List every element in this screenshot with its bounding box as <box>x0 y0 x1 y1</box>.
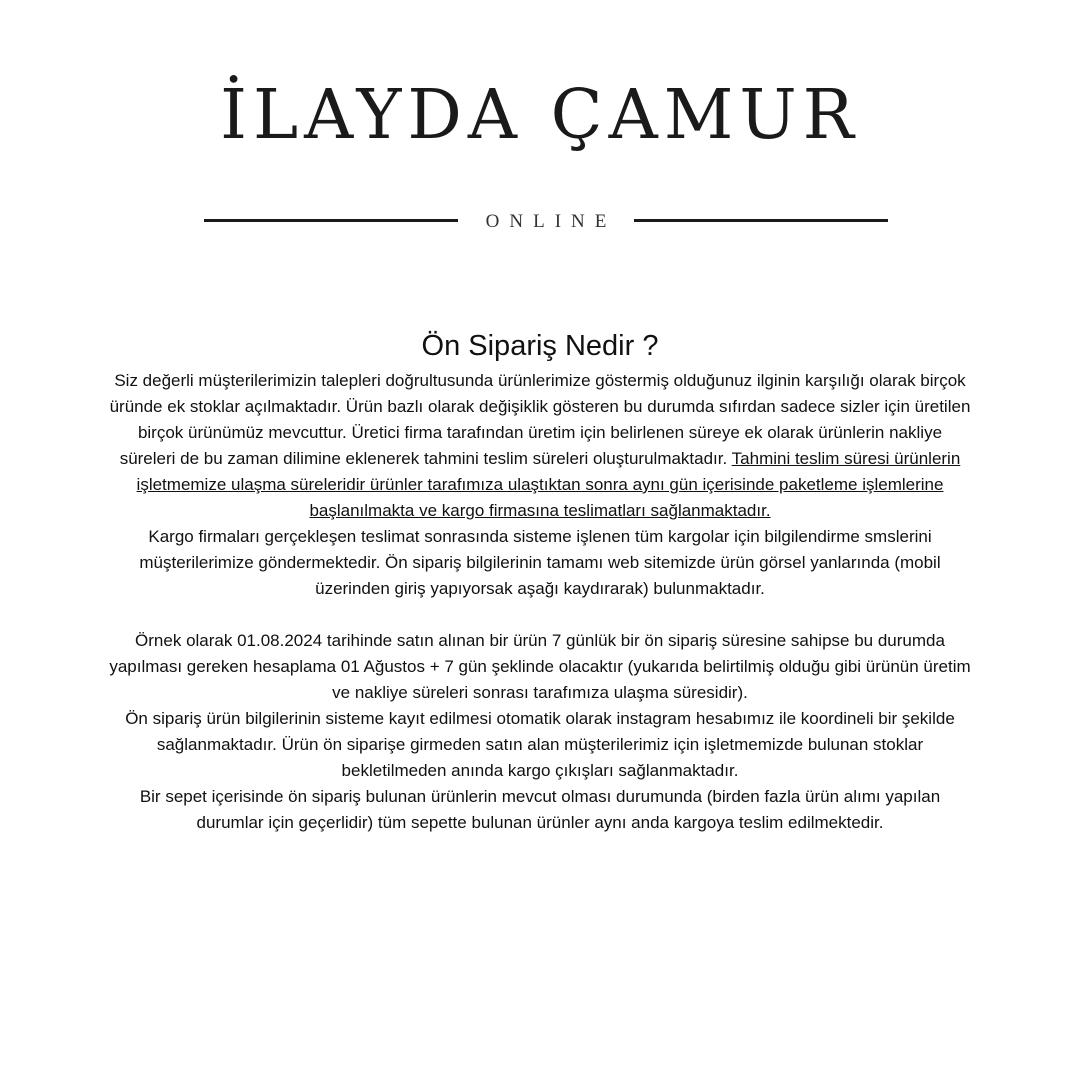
article-heading: Ön Sipariş Nedir ? <box>421 330 659 362</box>
paragraph-spacer <box>108 602 972 628</box>
article <box>108 326 972 836</box>
paragraph-instagram-sync: Ön sipariş ürün bilgilerinin sisteme kayıt edilmesi otomatik olarak instagram hesabımız ile koordineli bir şekilde sağlanmaktadır. Ürün ön siparişe girmeden satın alan müşterilerimiz için işletmemizde bulunan stoklar bekletilmeden anında kargo çıkışları sağlanmaktadır. <box>125 709 955 780</box>
paragraph-example: Örnek olarak 01.08.2024 tarihinde satın alınan bir ürün 7 günlük bir ön sipariş süresine sahipse bu durumda yapılması gereken hesaplama 01 Ağustos + 7 gün şeklinde olacaktır (yukarıda belirtilmiş olduğu gibi ürünün üretim ve nakliye süreleri sonrası tarafımıza ulaşma süresidir). <box>109 631 971 702</box>
paragraph-intro <box>108 368 972 524</box>
paragraph-intro-text: Siz değerli müşterilerimizin talepleri doğrultusunda ürünlerimize göstermiş olduğunuz ilginin karşılığı olarak birçok üründe ek stoklar açılmaktadır. Ürün bazlı olarak değişiklik gösteren bu durumda sıfırdan sadece sizler için üretilen birçok ürünümüz mevcuttur. Üretici firma tarafından üretim için belirlenen süreye ek olarak ürünlerin nakliye süreleri de bu zaman dilimine eklenerek tahmini teslim süreleri oluşturulmaktadır. <box>109 371 971 468</box>
paragraph-basket-rule: Bir sepet içerisinde ön sipariş bulunan ürünlerin mevcut olması durumunda (birden fazla ürün alımı yapılan durumlar için geçerlidir) tüm sepette bulunan ürünler aynı anda kargoya teslim edilmektedir. <box>139 787 941 832</box>
delivery-time-note: Tahmini teslim süresi ürünlerin işletmemize ulaşma süreleridir ürünler tarafımıza ulaştıktan sonra aynı gün içerisinde paketleme işlemlerine başlanılmakta ve kargo firmasına teslimatları sağlanmaktadır. <box>136 449 961 520</box>
right-divider-line <box>634 219 888 222</box>
left-divider-line <box>204 219 458 222</box>
paragraph-cargo-info: Kargo firmaları gerçekleşen teslimat sonrasında sisteme işlenen tüm kargolar için bilgilendirme smslerini müşterilerimize göndermektedir. Ön sipariş bilgilerinin tamamı web sitemizde ürün görsel yanlarında (mobil üzerinden giriş yapıyorsak aşağı kaydırarak) bulunmaktadır. <box>139 527 941 598</box>
brand-subtitle: ONLINE <box>485 211 617 232</box>
brand-subtitle-row <box>0 207 1080 237</box>
brand-logo: İLAYDA ÇAMUR <box>220 76 860 155</box>
